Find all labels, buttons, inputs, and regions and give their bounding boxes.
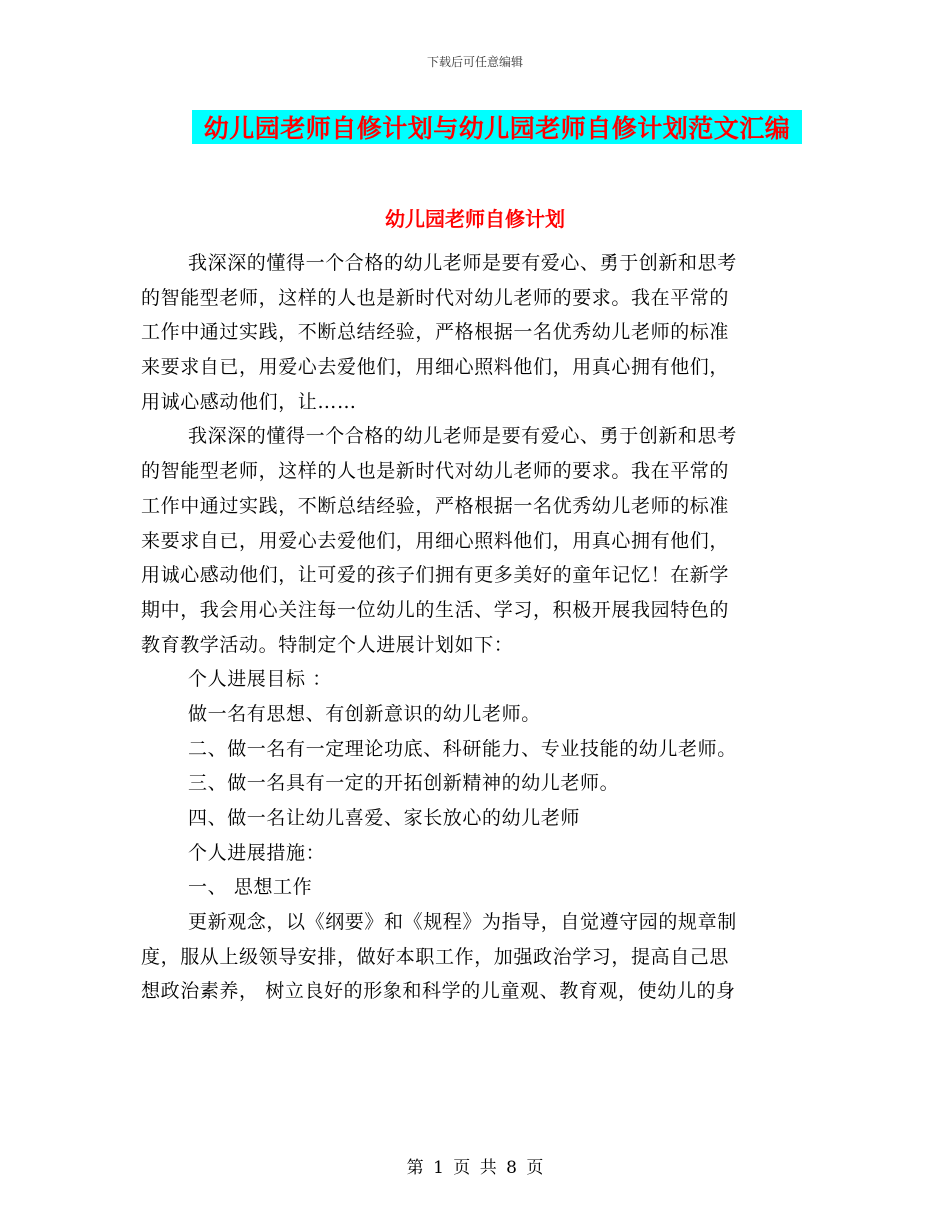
text-line: 个人进展措施： — [188, 841, 326, 864]
text-line: 三、做一名具有一定的开拓创新精神的幼儿老师。 — [188, 772, 620, 795]
text-line: 我深深的懂得一个合格的幼儿老师是要有爱心、勇于创新和思考 — [188, 425, 737, 448]
text-line: 四、做一名让幼儿喜爱、家长放心的幼儿老师 — [188, 807, 581, 829]
text-line: 的智能型老师，这样的人也是新时代对幼儿老师的要求。我在平常的 — [141, 286, 730, 309]
main-title-highlight — [192, 110, 802, 144]
header-note: 下载后可任意编辑 — [426, 55, 523, 69]
text-line: 期中，我会用心关注每一位幼儿的生活、学习，积极开展我园特色的 — [141, 598, 730, 621]
text-line: 个人进展目标 ： — [188, 668, 332, 691]
text-line: 一、 思想工作 — [188, 876, 313, 899]
main-title: 幼儿园老师自修计划与幼儿园老师自修计划范文汇编 — [203, 114, 791, 143]
text-line: 教育教学活动。特制定个人进展计划如下： — [141, 633, 514, 656]
document-body — [141, 246, 811, 1009]
text-line: 的智能型老师，这样的人也是新时代对幼儿老师的要求。我在平常的 — [141, 460, 730, 483]
text-line: 工作中通过实践，不断总结经验，严格根据一名优秀幼儿老师的标准 — [141, 494, 730, 517]
text-line: 想政治素养， 树立良好的形象和科学的儿童观、教育观，使幼儿的身 — [141, 980, 736, 1003]
text-line: 我深深的懂得一个合格的幼儿老师是要有爱心、勇于创新和思考 — [188, 252, 737, 274]
page-footer: 第 1 页 共 8 页 — [406, 1158, 544, 1178]
text-line: 二、做一名有一定理论功底、科研能力、专业技能的幼儿老师。 — [188, 737, 737, 760]
text-line: 度，服从上级领导安排，做好本职工作，加强政治学习，提高自己思 — [141, 945, 730, 968]
text-line: 做一名有思想、有创新意识的幼儿老师。 — [188, 702, 541, 725]
text-line: 用诚心感动他们，让…… — [141, 390, 357, 413]
text-line: 来要求自已，用爱心去爱他们，用细心照料他们，用真心拥有他们， — [141, 529, 730, 552]
text-line: 更新观念，以《纲要》和《规程》为指导，自觉遵守园的规章制 — [188, 911, 737, 934]
text-line: 工作中通过实践，不断总结经验，严格根据一名优秀幼儿老师的标准 — [141, 321, 730, 344]
text-line: 用诚心感动他们，让可爱的孩子们拥有更多美好的童年记忆！在新学 — [141, 564, 730, 587]
text-line: 来要求自已，用爱心去爱他们，用细心照料他们，用真心拥有他们， — [141, 356, 730, 379]
section-title: 幼儿园老师自修计划 — [385, 207, 565, 231]
